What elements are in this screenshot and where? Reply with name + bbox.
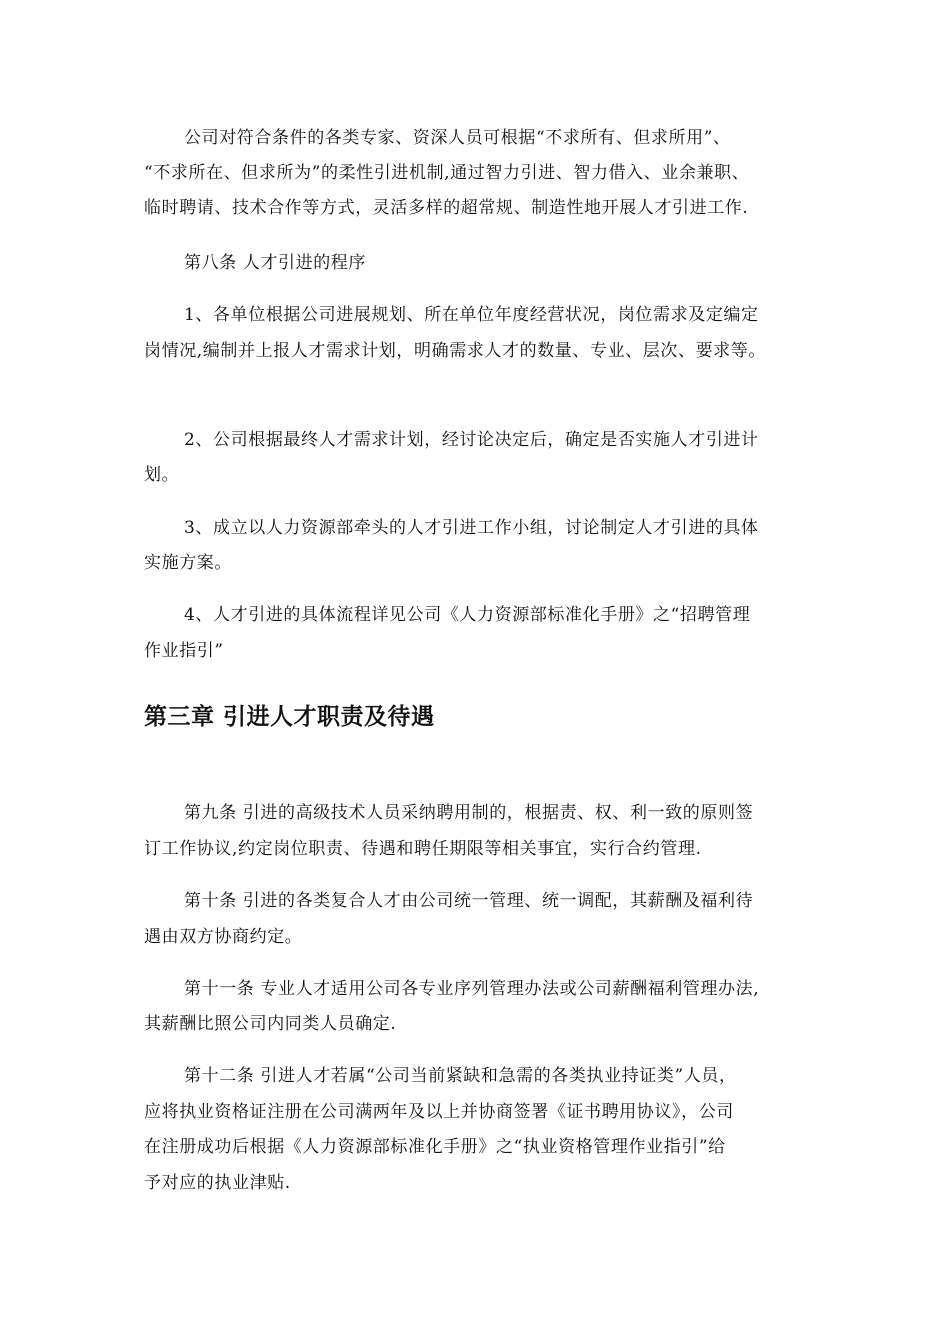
article-line: 订工作协议,约定岗位职责、待遇和聘任期限等相关事宜，实行合约管理. (144, 839, 702, 859)
list-item-line: 3、成立以人力资源部牵头的人才引进工作小组，讨论制定人才引进的具体 (184, 518, 759, 538)
article-line: 第十一条 专业人才适用公司各专业序列管理办法或公司薪酬福利管理办法, (184, 979, 760, 999)
article-line: 予对应的执业津贴. (144, 1173, 291, 1193)
list-item-line: 1、各单位根据公司进展规划、所在单位年度经营状况，岗位需求及定编定 (184, 305, 759, 325)
article-line: 第十二条 引进人才若属“公司当前紧缺和急需的各类执业持证类”人员， (184, 1066, 737, 1086)
article-line: 第十条 引进的各类复合人才由公司统一管理、统一调配，其薪酬及福利待 (184, 891, 754, 911)
list-item-line: 实施方案。 (144, 553, 232, 573)
article-line: 应将执业资格证注册在公司满两年及以上并协商签署《证书聘用协议》，公司 (144, 1102, 734, 1122)
article-line: 第九条 引进的高级技术人员采纳聘用制的，根据责、权、利一致的原则签 (184, 803, 754, 823)
paragraph-line: “不求所在、但求所为”的柔性引进机制,通过智力引进、智力借入、业余兼职、 (144, 163, 750, 183)
paragraph-line: 临时聘请、技术合作等方式，灵活多样的超常规、制造性地开展人才引进工作. (144, 198, 749, 218)
list-item-line: 2、公司根据最终人才需求计划，经讨论决定后，确定是否实施人才引进计 (184, 430, 759, 450)
article-line: 遇由双方协商约定。 (144, 927, 303, 947)
list-item-line: 划。 (144, 465, 180, 485)
list-item-line: 作业指引” (144, 641, 224, 661)
list-item-line: 4、人才引进的具体流程详见公司《人力资源部标准化手册》之“招聘管理 (184, 605, 751, 625)
article-title: 第八条 人才引进的程序 (184, 253, 367, 273)
list-item-line: 岗情况,编制并上报人才需求计划，明确需求人才的数量、专业、层次、要求等。 (144, 341, 767, 361)
paragraph-line: 公司对符合条件的各类专家、资深人员可根据“不求所有、但求所用”、 (184, 128, 731, 148)
article-line: 在注册成功后根据《人力资源部标准化手册》之“执业资格管理作业指引”给 (144, 1137, 726, 1157)
chapter-heading: 第三章 引进人才职责及待遇 (144, 704, 435, 730)
article-line: 其薪酬比照公司内同类人员确定. (144, 1014, 397, 1034)
